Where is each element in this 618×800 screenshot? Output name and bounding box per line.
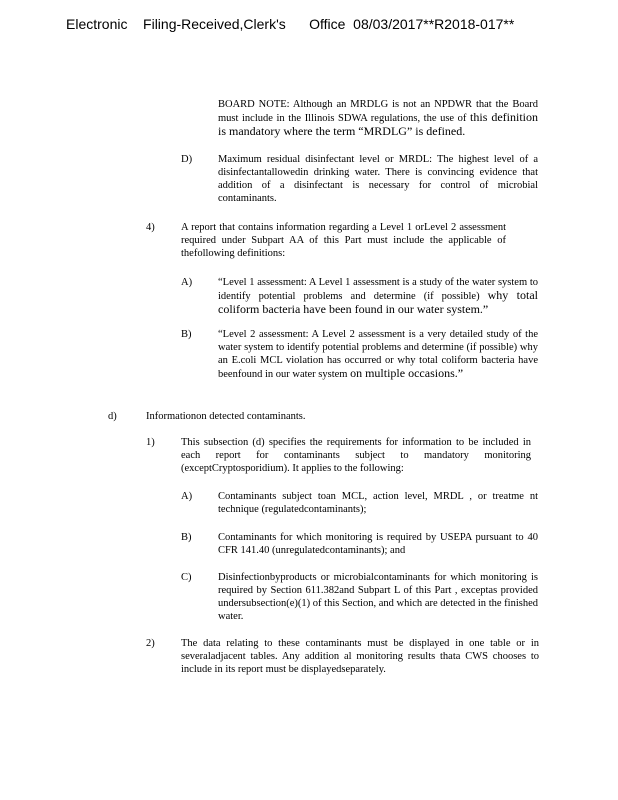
- item-d-upper-label: D): [181, 154, 193, 165]
- item-4-label: 4): [146, 222, 155, 233]
- item-1a-label: A): [181, 491, 193, 502]
- item-4a-label: A): [181, 277, 193, 288]
- assessment-report-paragraph: A report that contains information regarding a Level 1 orLevel 2 assessment required under Subpart AA of this Part must include the applicable of thefollowing definitions:: [181, 222, 506, 259]
- item-1-label: 1): [146, 437, 155, 448]
- level-1-definition: [218, 276, 538, 317]
- level-2-text: “Level 2 assessment: A Level 2 assessment is a very detailed study of the water system to identify potential problems and determine (if possible) why an E.coli MCL violation has occurred or why total coliform bacteria have beenfound in our water system: [218, 329, 538, 380]
- board-note-text: BOARD NOTE: Although an MRDLG is not an NPDWR that the Board must include in the Illinois SDWA regulations, the use of: [218, 99, 538, 124]
- item-4b-label: B): [181, 329, 192, 340]
- subsection-d-paragraph: This subsection (d) specifies the requirements for information to be included in each report for contaminants subject to mandatory monitoring (exceptCryptosporidium). It applies to the following:: [181, 437, 531, 474]
- level-1-emphasis: why total coliform bacteria have been found in our water system.”: [218, 288, 538, 316]
- board-note-emphasis: this definition is mandatory where the term “MRDLG” is defined.: [218, 110, 538, 138]
- regulated-contaminants: Contaminants subject toan MCL, action level, MRDL , or treatme nt technique (regulatedcontaminants);: [218, 491, 538, 515]
- item-1c-label: C): [181, 572, 192, 583]
- item-1b-label: B): [181, 532, 192, 543]
- detected-contaminants-heading: Informationon detected contaminants.: [146, 411, 306, 422]
- board-note: [218, 98, 538, 139]
- level-2-emphasis: on multiple occasions.”: [350, 366, 464, 380]
- unregulated-contaminants: Contaminants for which monitoring is required by USEPA pursuant to 40 CFR 141.40 (unregulatedcontaminants); and: [218, 532, 538, 556]
- filing-header: Electronic Filing-Received,Clerk's Office 08/03/2017**R2018-017**: [66, 16, 515, 32]
- data-display-paragraph: The data relating to these contaminants must be displayed in one table or in severaladjacent tables. Any addition al monitoring results thata CWS chooses to include in its report must be displayedseparately.: [181, 638, 539, 675]
- disinfection-byproducts: Disinfectionbyproducts or microbialcontaminants for which monitoring is required by Section 611.382and Subpart L of this Part , exceptas provided undersubsection(e)(1) of this Section, and which are detected in the finished water.: [218, 572, 538, 622]
- mrdl-definition: Maximum residual disinfectant level or MRDL: The highest level of a disinfectantallowedin drinking water. There is convincing evidence that addition of a disinfectant is necessary for control of microbial contaminants.: [218, 154, 538, 204]
- level-1-text: “Level 1 assessment: A Level 1 assessment is a study of the water system to identify potential problems and determine (if possible): [218, 277, 538, 302]
- item-2-label: 2): [146, 638, 155, 649]
- item-d-lower-label: d): [108, 411, 117, 422]
- level-2-definition: [218, 328, 538, 381]
